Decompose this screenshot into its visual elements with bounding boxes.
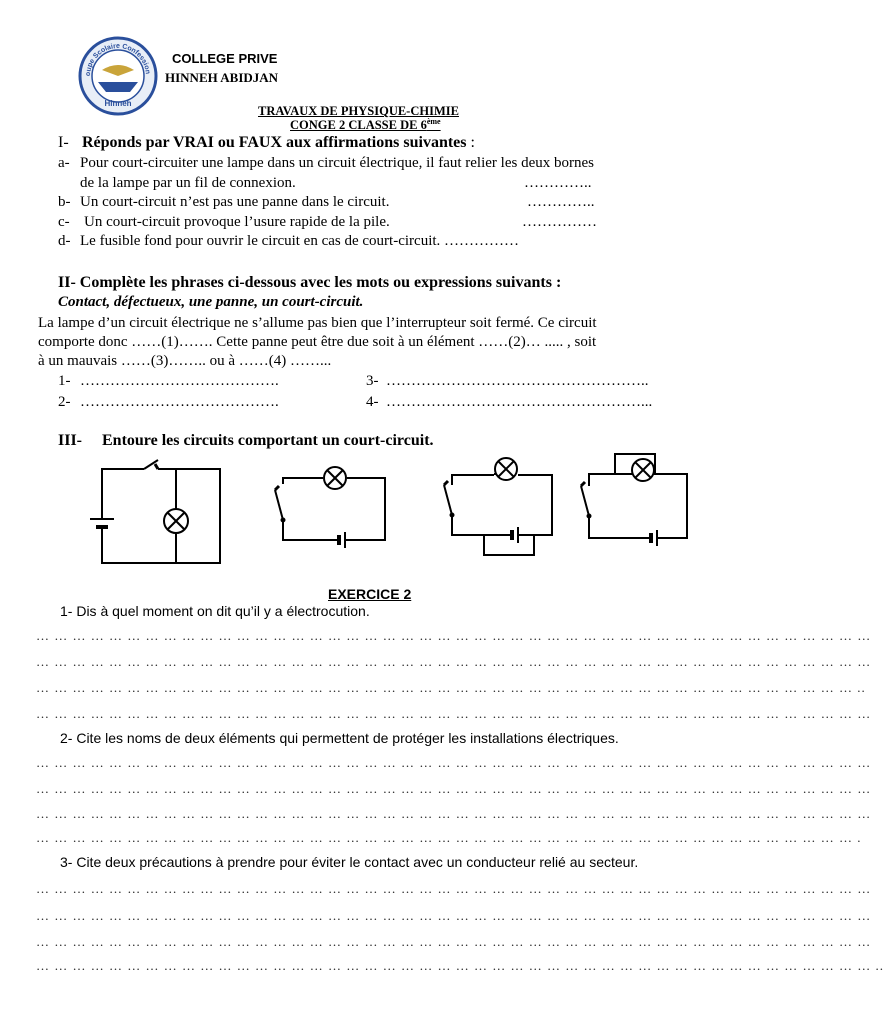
question-3: 3- Cite deux précautions à prendre pour éviter le contact avec un conducteur relié au secteur. xyxy=(60,854,639,870)
item-c-blank: …………… xyxy=(522,214,597,230)
item-a xyxy=(58,155,594,172)
question-2-line-4[interactable]: … … … … … … … … … … … … … … … … … … … … … … … … … … … … … … … … … … … … … … … … … … … … … . xyxy=(36,830,862,845)
worksheet-subtitle-text: CONGE 2 CLASSE DE 6 xyxy=(290,118,427,133)
school-line-1: COLLEGE PRIVE xyxy=(172,51,278,66)
item-b xyxy=(58,194,389,211)
question-3-line-4[interactable]: … … … … … … … … … … … … … … … … … … … … … … … … … … … … … … … … … … … … … … … … … … … … … … .. xyxy=(36,958,884,973)
worksheet-subtitle xyxy=(290,117,441,133)
logo-text-bottom: Hinneh xyxy=(104,99,132,108)
question-2-line-3[interactable]: … … … … … … … … … … … … … … … … … … … … … … … … … … … … … … … … … … … … … … … … … … … … … … xyxy=(36,806,872,821)
answer-2 xyxy=(58,394,279,411)
question-1: 1- Dis à quel moment on dit qu’il y a électrocution. xyxy=(60,603,370,619)
item-d xyxy=(58,233,519,250)
question-2: 2- Cite les noms de deux éléments qui permettent de protéger les installations électriques. xyxy=(60,730,619,746)
question-1-line-3[interactable]: … … … … … … … … … … … … … … … … … … … … … … … … … … … … … … … … … … … … … … … … … … … … … .. xyxy=(36,680,866,695)
circuit-diagram-3[interactable] xyxy=(438,455,568,565)
section-2-words: Contact, défectueux, une panne, un court-circuit. xyxy=(58,294,364,310)
school-logo xyxy=(75,31,158,116)
item-d-label: d- xyxy=(58,233,71,249)
section-3-title xyxy=(58,432,434,450)
section-3-heading: Entoure les circuits comportant un court-circuit. xyxy=(102,432,434,449)
item-b-label: b- xyxy=(58,194,71,210)
section-1-title xyxy=(58,134,475,152)
exercise-2-title: EXERCICE 2 xyxy=(328,586,412,602)
item-a-cont: de la lampe par un fil de connexion. xyxy=(80,175,296,191)
item-b-blank: ………….. xyxy=(527,194,595,210)
item-c-text: Un court-circuit provoque l’usure rapide de la pile. xyxy=(84,214,390,230)
item-d-text: Le fusible fond pour ouvrir le circuit en cas de court-circuit. …………… xyxy=(80,233,520,249)
question-3-line-3[interactable]: … … … … … … … … … … … … … … … … … … … … … … … … … … … … … … … … … … … … … … … … … … … … … … xyxy=(36,934,872,949)
answer-4 xyxy=(366,394,652,411)
circuit-diagram-2[interactable] xyxy=(265,462,395,562)
circuit-diagram-4[interactable] xyxy=(575,450,705,560)
section-1-heading: Réponds par VRAI ou FAUX aux affirmations suivantes xyxy=(82,134,467,151)
section-2-paragraph-line-3: à un mauvais ……(3)…….. ou à ……(4) ……... xyxy=(38,353,332,369)
section-2-paragraph-line-2: comporte donc ……(1)……. Cette panne peut être due soit à un élément ……(2)… ..... , soit xyxy=(38,334,597,350)
answer-3 xyxy=(366,373,649,390)
section-2-title: II- Complète les phrases ci-dessous avec les mots ou expressions suivants : xyxy=(58,274,562,291)
answer-1 xyxy=(58,373,279,390)
question-3-line-1[interactable]: … … … … … … … … … … … … … … … … … … … … … … … … … … … … … … … … … … … … … … … … … … … … … … xyxy=(36,881,872,896)
answer-4-dots: ……………………………………………... xyxy=(386,394,653,410)
section-1-colon: : xyxy=(466,134,475,151)
question-1-line-2[interactable]: … … … … … … … … … … … … … … … … … … … … … … … … … … … … … … … … … … … … … … … … … … … … … … xyxy=(36,654,872,669)
section-3-num: III- xyxy=(58,432,83,449)
section-2-paragraph-line-1: La lampe d’un circuit électrique ne s’allume pas bien que l’interrupteur soit fermé. Ce circuit xyxy=(38,315,597,331)
answer-2-label: 2- xyxy=(58,394,71,410)
section-1-num: I- xyxy=(58,134,69,151)
item-a-blank: ………….. xyxy=(524,175,592,191)
answer-2-dots: …………………………………. xyxy=(80,394,279,410)
question-3-line-2[interactable]: … … … … … … … … … … … … … … … … … … … … … … … … … … … … … … … … … … … … … … … … … … … … … … xyxy=(36,908,872,923)
school-line-2: HINNEH ABIDJAN xyxy=(165,70,279,85)
circuit-diagram-1[interactable] xyxy=(88,455,238,575)
question-1-line-4[interactable]: … … … … … … … … … … … … … … … … … … … … … … … … … … … … … … … … … … … … … … … … … … … … … … xyxy=(36,706,872,721)
item-b-text: Un court-circuit n’est pas une panne dans le circuit. xyxy=(80,194,390,210)
question-2-line-1[interactable]: … … … … … … … … … … … … … … … … … … … … … … … … … … … … … … … … … … … … … … … … … … … … … … xyxy=(36,755,872,770)
item-c-label: c- xyxy=(58,214,70,230)
answer-3-dots: …………………………………………….. xyxy=(386,373,649,389)
item-a-text: Pour court-circuiter une lampe dans un circuit électrique, il faut relier les deux bornes xyxy=(80,155,594,171)
question-1-line-1[interactable]: … … … … … … … … … … … … … … … … … … … … … … … … … … … … … … … … … … … … … … … … … … … … … … xyxy=(36,628,872,643)
answer-3-label: 3- xyxy=(366,373,379,389)
answer-4-label: 4- xyxy=(366,394,379,410)
logo-text-top: Groupe Scolaire Confessionnel xyxy=(75,31,151,77)
answer-1-label: 1- xyxy=(58,373,71,389)
worksheet-subtitle-sup: ème xyxy=(426,117,441,126)
worksheet-title: TRAVAUX DE PHYSIQUE-CHIMIE xyxy=(258,104,459,118)
item-a-label: a- xyxy=(58,155,70,171)
question-2-line-2[interactable]: … … … … … … … … … … … … … … … … … … … … … … … … … … … … … … … … … … … … … … … … … … … … … … xyxy=(36,781,872,796)
answer-1-dots: …………………………………. xyxy=(80,373,279,389)
item-c xyxy=(58,214,390,231)
